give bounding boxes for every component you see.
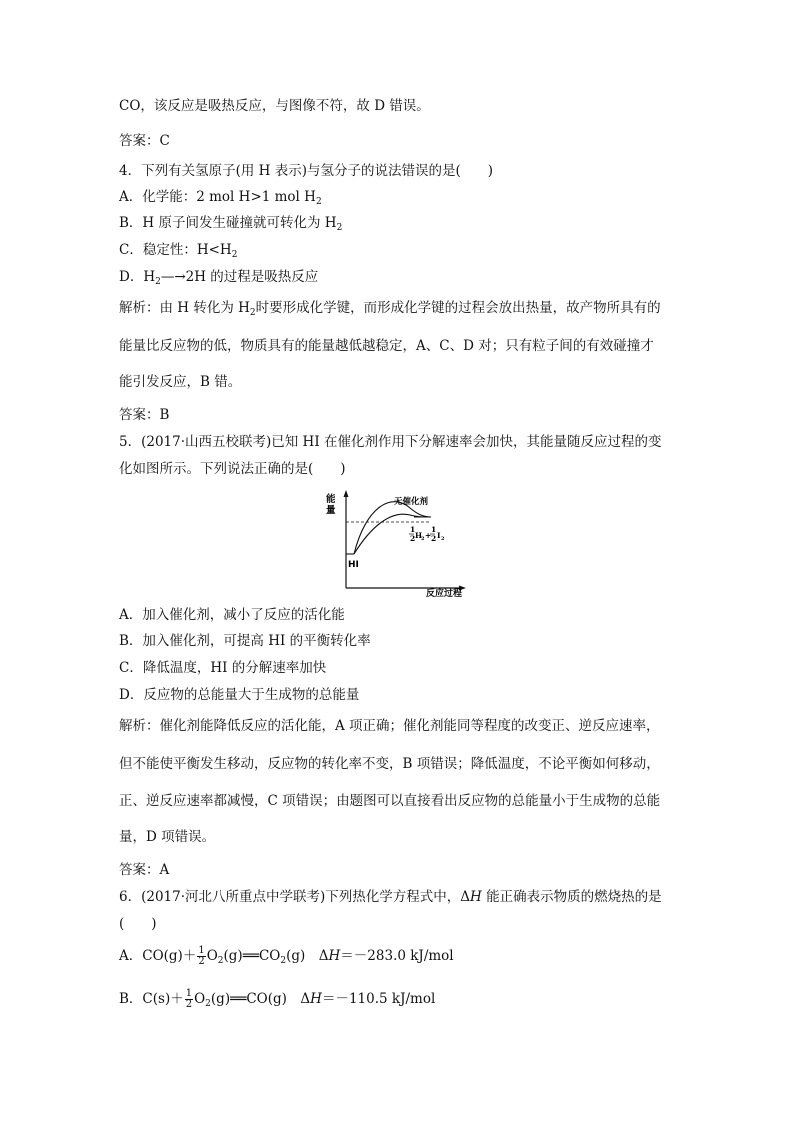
explanation-5-line1: 解析：催化剂能降低反应的活化能，A 项正确；催化剂能同等程度的改变正、逆反应速率， — [119, 718, 660, 734]
question-6-line1: 6．(2017·河北八所重点中学联考)下列热化学方程式中，ΔH 能正确表示物质的燃烧热的是 — [119, 889, 662, 905]
option-5d: D．反应物的总能量大于生成物的总能量 — [119, 687, 360, 703]
explanation-4-line3: 能引发反应，B 错。 — [119, 374, 242, 390]
x-axis-label: 反应过程 — [426, 589, 463, 598]
question-4: 4．下列有关氢原子(用 H 表示)与氢分子的说法错误的是( ) — [119, 163, 494, 179]
uncatalyzed-curve — [354, 502, 431, 554]
reactant-label: HI — [348, 560, 359, 570]
y-axis-arrow — [344, 490, 349, 497]
answer-line: 答案：B — [119, 407, 170, 423]
y-axis-label-1: 能 — [326, 494, 336, 505]
curve-label: 无催化剂 — [394, 497, 429, 507]
question-5-line2: 化如图所示。下列说法正确的是( ) — [119, 461, 346, 477]
energy-diagram — [318, 488, 468, 598]
option-5c: C．降低温度，HI 的分解速率加快 — [119, 660, 327, 676]
svg-text:2: 2 — [421, 536, 425, 542]
option-6a: A．CO(g)＋ $\frac{1}{2}$ $O_2(g)══CO_2(g)$ ΔH＝－283.0 kJ/mol — [119, 945, 454, 967]
explanation-5-line2: 但不能使平衡发生移动，反应物的转化率不变，B 项错误；降低温度，不论平衡如何移动， — [119, 756, 660, 772]
answer-line: 答案：A — [119, 862, 170, 878]
y-axis-label-2: 量 — [326, 505, 336, 516]
question-6-line2: ( ) — [119, 916, 157, 932]
svg-text:2: 2 — [431, 534, 437, 543]
option-5a: A．加入催化剂，减小了反应的活化能 — [119, 607, 345, 623]
explanation-4-line2: 能量比反应物的低，物质具有的能量越低越稳定，A、C、D 对；只有粒子间的有效碰撞才 — [119, 338, 654, 354]
text-line: CO，该反应是吸热反应，与图像不符，故 D 错误。 — [119, 98, 430, 114]
svg-text:1: 1 — [410, 525, 416, 534]
fraction: $\frac{1}{2}$ — [185, 988, 193, 1010]
option-4a: A．化学能：2 mol H>1 mol $H_2$ — [119, 189, 322, 207]
option-5b: B．加入催化剂，可提高 HI 的平衡转化率 — [119, 633, 371, 649]
product-label — [409, 525, 445, 543]
question-5-line1: 5．(2017·山西五校联考)已知 HI 在催化剂作用下分解速率会加快，其能量随反应过程的变 — [119, 434, 662, 450]
answer-line: 答案：C — [119, 133, 170, 149]
svg-text:+: + — [425, 531, 432, 540]
explanation-4-line1: 解析：由 H 转化为 $H_2$时要形成化学键，而形成化学键的过程会放出热量，故产物所具有的 — [119, 300, 661, 318]
explanation-5-line3: 正、逆反应速率都减慢，C 项错误；由题图可以直接看出反应物的总能量小于生成物的总能 — [119, 793, 661, 809]
svg-text:I: I — [437, 531, 441, 540]
option-4b: B．H 原子间发生碰撞就可转化为 $H_2$ — [119, 215, 343, 233]
fraction: $\frac{1}{2}$ — [198, 945, 205, 967]
svg-text:1: 1 — [431, 525, 437, 534]
svg-text:2: 2 — [441, 536, 445, 542]
svg-text:2: 2 — [410, 534, 416, 543]
svg-text:H: H — [415, 531, 423, 540]
explanation-5-line4: 量，D 项错误。 — [119, 829, 216, 845]
option-4c: C．稳定性：$H<H_2$ — [119, 242, 238, 260]
option-6b: B．C(s)＋ $\frac{1}{2}$ $O_2(g)══CO(g)$ ΔH＝－110.5 kJ/mol — [119, 988, 436, 1010]
option-4d: D．$H_2—\to 2H$ 的过程是吸热反应 — [119, 269, 319, 287]
